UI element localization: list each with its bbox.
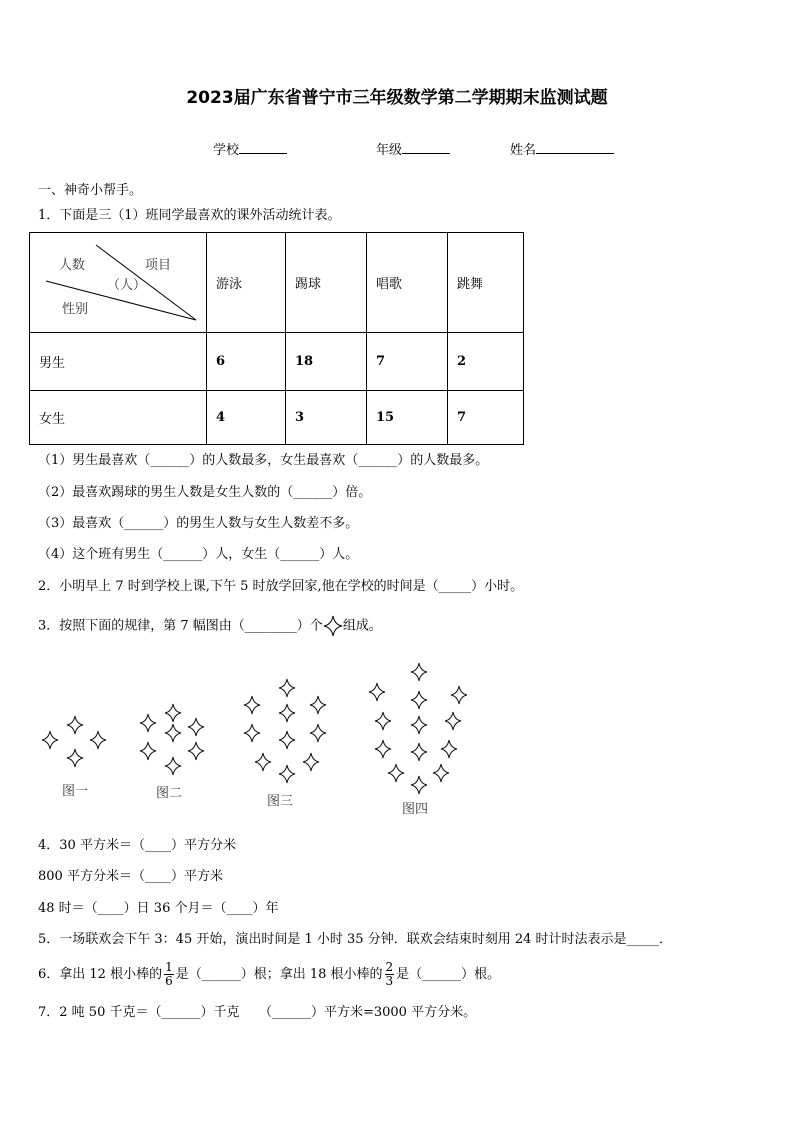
fraction-1-denominator: 6 — [165, 974, 173, 988]
header-item: 项目 — [145, 258, 172, 273]
grade-blank[interactable] — [402, 141, 450, 154]
star-icon — [163, 723, 183, 743]
question-2: 2．小明早上 7 时到学校上课,下午 5 时放学回家,他在学校的时间是（_____）小时。 — [38, 579, 524, 594]
fraction-one-sixth — [164, 961, 174, 988]
cell-boys-dance: 2 — [448, 333, 524, 391]
question-5: 5．一场联欢会下午 3：45 开始，演出时间是 1 小时 35 分钟．联欢会结束时刻用 24 时计时法表示是_____． — [38, 932, 672, 947]
col-header-dance: 跳舞 — [448, 233, 524, 333]
figure-4-label: 图四 — [402, 802, 429, 817]
school-field — [213, 141, 287, 159]
fraction-1-numerator: 1 — [165, 960, 173, 974]
figure-2-label: 图二 — [156, 786, 183, 801]
star-icon — [409, 715, 429, 735]
star-icon — [186, 741, 206, 761]
star-icon — [242, 723, 262, 743]
star-icon — [409, 662, 429, 682]
col-header-football: 踢球 — [286, 233, 367, 333]
header-unit: （人） — [107, 278, 147, 293]
star-icon — [439, 739, 459, 759]
school-blank[interactable] — [239, 141, 287, 154]
question-4-line-2: 800 平方分米＝（____）平方米 — [38, 869, 223, 884]
star-icon — [308, 695, 328, 715]
figure-3-label: 图三 — [267, 794, 294, 809]
star-icon — [65, 715, 85, 735]
col-header-swim: 游泳 — [207, 233, 286, 333]
name-blank[interactable] — [536, 141, 614, 154]
star-icon — [138, 713, 158, 733]
star-icon — [277, 730, 297, 750]
header-people: 人数 — [59, 258, 86, 273]
star-icon — [373, 739, 393, 759]
star-icon — [386, 763, 406, 783]
question-6-part-2: 是（______）根；拿出 18 根小棒的 — [175, 967, 383, 982]
question-1: 1．下面是三（1）班同学最喜欢的课外活动统计表。 — [38, 208, 341, 223]
star-icon — [277, 703, 297, 723]
fraction-two-thirds — [385, 961, 395, 988]
star-icon — [163, 703, 183, 723]
cell-girls-swim: 4 — [207, 391, 286, 445]
star-icon — [186, 717, 206, 737]
grade-field — [376, 141, 450, 159]
star-icon — [449, 685, 469, 705]
header-gender: 性别 — [62, 302, 89, 317]
grade-label: 年级 — [376, 143, 403, 158]
diagonal-header-cell — [30, 233, 207, 333]
figure-1-label: 图一 — [62, 784, 89, 799]
star-icon — [367, 682, 387, 702]
star-icon — [373, 711, 393, 731]
star-icon — [409, 775, 429, 795]
row-label-boys: 男生 — [30, 333, 207, 391]
school-label: 学校 — [213, 143, 240, 158]
cell-girls-football: 3 — [286, 391, 367, 445]
question-6-part-3: 是（______）根。 — [396, 967, 501, 982]
question-4-line-3: 48 时＝（____）日 36 个月＝（____）年 — [38, 901, 279, 916]
question-7: 7．2 吨 50 千克＝（______）千克 （______）平方米=3000 平方分米。 — [38, 1005, 477, 1020]
section-heading: 一、神奇小帮手。 — [38, 183, 143, 198]
star-icon — [253, 752, 273, 772]
question-3-after: 组成。 — [342, 618, 382, 634]
question-6-part-1: 6．拿出 12 根小棒的 — [38, 967, 163, 982]
question-1-sub-1: （1）男生最喜欢（______）的人数最多，女生最喜欢（______）的人数最多。 — [38, 453, 489, 468]
name-field — [510, 141, 614, 159]
star-icon — [138, 741, 158, 761]
cell-girls-dance: 7 — [448, 391, 524, 445]
question-1-sub-4: （4）这个班有男生（______）人，女生（______）人。 — [38, 547, 359, 562]
star-icon — [163, 756, 183, 776]
star-icon — [277, 764, 297, 784]
fraction-2-denominator: 3 — [385, 974, 394, 988]
question-1-sub-2: （2）最喜欢踢球的男生人数是女生人数的（______）倍。 — [38, 485, 372, 500]
star-icon — [277, 678, 297, 698]
star-icon — [88, 730, 108, 750]
name-label: 姓名 — [510, 143, 537, 158]
cell-boys-football: 18 — [286, 333, 367, 391]
question-3-before: 3．按照下面的规律，第 7 幅图由（________）个 — [38, 618, 323, 634]
cell-boys-swim: 6 — [207, 333, 286, 391]
stat-table — [29, 232, 524, 445]
question-4-line-1: 4．30 平方米＝（____）平方分米 — [38, 838, 236, 853]
star-icon — [431, 763, 451, 783]
star-icon — [242, 695, 262, 715]
question-6 — [38, 960, 500, 990]
cell-boys-sing: 7 — [367, 333, 448, 391]
fraction-2-numerator: 2 — [385, 960, 394, 974]
page-title: 2023届广东省普宁市三年级数学第二学期期末监测试题 — [186, 88, 608, 108]
question-3 — [38, 615, 382, 637]
star-icon — [301, 752, 321, 772]
star-icon — [409, 742, 429, 762]
star-icon — [308, 723, 328, 743]
star-icon — [40, 730, 60, 750]
star-icon — [409, 690, 429, 710]
row-label-girls: 女生 — [30, 391, 207, 445]
star-icon — [323, 615, 343, 637]
cell-girls-sing: 15 — [367, 391, 448, 445]
star-icon — [65, 748, 85, 768]
col-header-sing: 唱歌 — [367, 233, 448, 333]
question-1-sub-3: （3）最喜欢（______）的男生人数与女生人数差不多。 — [38, 516, 359, 531]
star-icon — [443, 711, 463, 731]
